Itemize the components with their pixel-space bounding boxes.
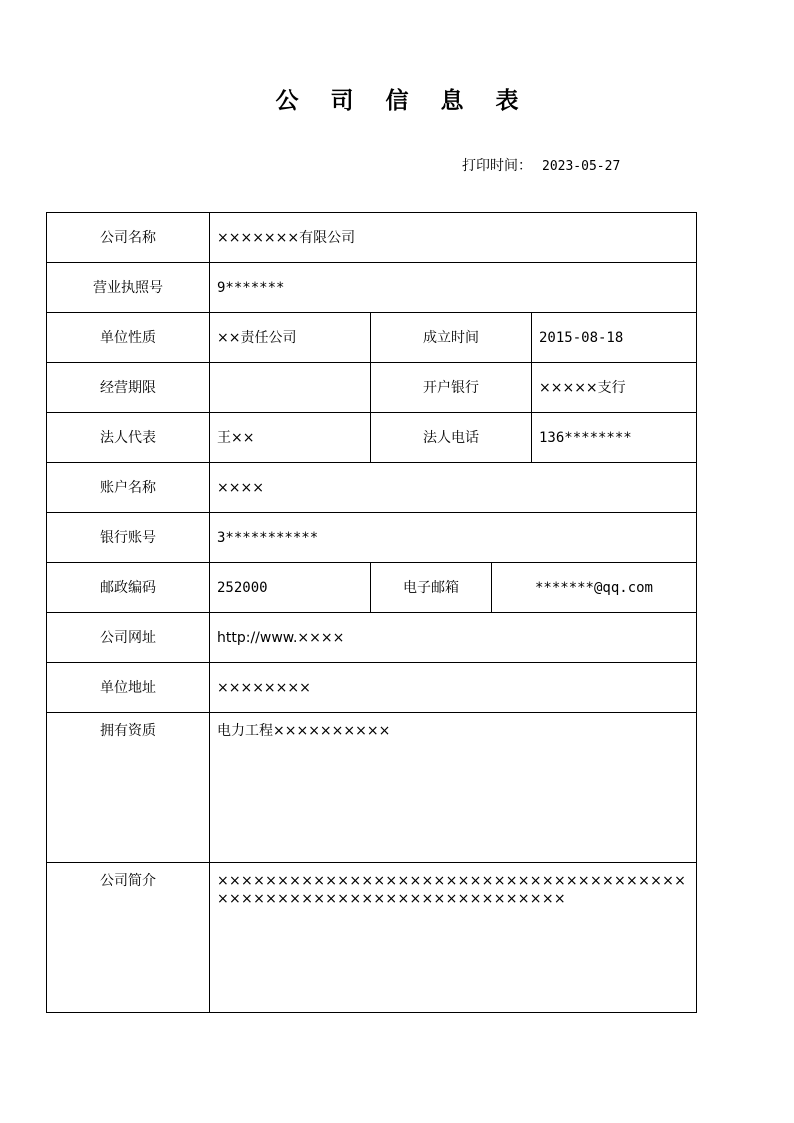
address-label: 单位地址: [47, 663, 210, 713]
term-label: 经营期限: [47, 363, 210, 413]
company-info-table: [46, 212, 697, 1013]
table-row: [47, 313, 697, 363]
table-row: [47, 563, 697, 613]
address-value: ××××××××: [210, 663, 697, 713]
legal-phone-value: 136********: [532, 413, 697, 463]
qualification-label: 拥有资质: [47, 713, 210, 863]
table-row: [47, 463, 697, 513]
unit-type-label: 单位性质: [47, 313, 210, 363]
bank-label: 开户银行: [371, 363, 532, 413]
table-row: [47, 663, 697, 713]
table-row: [47, 363, 697, 413]
founded-label: 成立时间: [371, 313, 532, 363]
legal-rep-label: 法人代表: [47, 413, 210, 463]
table-row: [47, 413, 697, 463]
profile-value: ××××××××××××××××××××××××××××××××××××××××××××××××××××××××××××××××××××: [210, 863, 697, 1013]
unit-type-value: ××责任公司: [210, 313, 371, 363]
email-value: *******@qq.com: [492, 563, 697, 613]
table-row: [47, 613, 697, 663]
website-value: http://www.××××: [210, 613, 697, 663]
qualification-value: 电力工程××××××××××: [210, 713, 697, 863]
account-name-value: ××××: [210, 463, 697, 513]
email-label: 电子邮箱: [371, 563, 492, 613]
table-row: [47, 863, 697, 1013]
company-name-value: ×××××××有限公司: [210, 213, 697, 263]
legal-phone-label: 法人电话: [371, 413, 532, 463]
table-row: [47, 513, 697, 563]
print-time-value: 2023-05-27: [542, 159, 621, 174]
postcode-value: 252000: [210, 563, 371, 613]
term-value: [210, 363, 371, 413]
account-no-label: 银行账号: [47, 513, 210, 563]
page-title: 公 司 信 息 表: [275, 88, 531, 114]
print-time-label: 打印时间：: [462, 158, 532, 174]
print-time: [462, 156, 620, 177]
founded-value: 2015-08-18: [532, 313, 697, 363]
company-name-label: 公司名称: [47, 213, 210, 263]
account-no-value: 3***********: [210, 513, 697, 563]
account-name-label: 账户名称: [47, 463, 210, 513]
legal-rep-value: 王××: [210, 413, 371, 463]
bank-value: ×××××支行: [532, 363, 697, 413]
license-no-value: 9*******: [210, 263, 697, 313]
table-row: [47, 263, 697, 313]
table-row: [47, 713, 697, 863]
profile-label: 公司简介: [47, 863, 210, 1013]
table-row: [47, 213, 697, 263]
license-no-label: 营业执照号: [47, 263, 210, 313]
postcode-label: 邮政编码: [47, 563, 210, 613]
website-label: 公司网址: [47, 613, 210, 663]
